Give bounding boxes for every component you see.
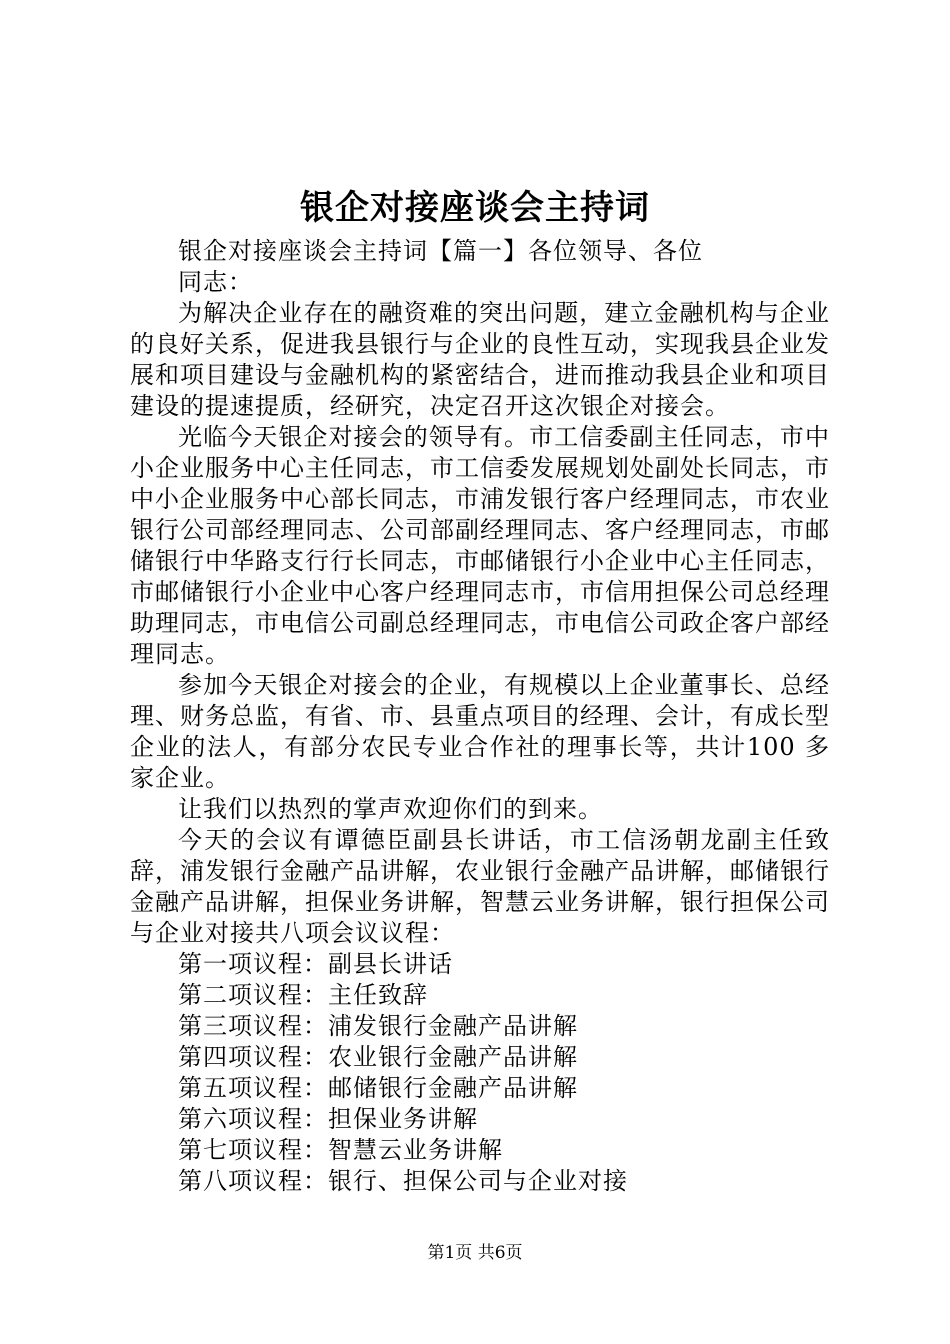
heading-line: 银企对接座谈会主持词【篇一】各位领导、各位	[178, 237, 703, 265]
paragraph: 光临今天银企对接会的领导有。市工信委副主任同志，市中小企业服务中心主任同志，市工信委发展规划处副处长同志，市中小企业服务中心部长同志，市浦发银行客户经理同志，市农业银行公司部经理同志、公司部副经理同志、客户经理同志，市邮储银行中华路支行行长同志，市邮储银行小企业中心主任同志，市邮储银行小企业中心客户经理同志市，市信用担保公司总经理助理同志，市电信公司副总经理同志，市电信公司政企客户部经理同志。	[130, 423, 830, 668]
agenda-item: 第一项议程：副县长讲话	[178, 950, 453, 978]
agenda-item: 第七项议程：智慧云业务讲解	[178, 1136, 503, 1164]
agenda-item: 第五项议程：邮储银行金融产品讲解	[178, 1074, 578, 1102]
paragraph: 让我们以热烈的掌声欢迎你们的到来。	[178, 795, 603, 823]
agenda-item: 第八项议程：银行、担保公司与企业对接	[178, 1167, 628, 1195]
agenda-item: 第三项议程：浦发银行金融产品讲解	[178, 1012, 578, 1040]
greeting-line: 同志：	[178, 268, 253, 296]
agenda-item: 第四项议程：农业银行金融产品讲解	[178, 1043, 578, 1071]
paragraph: 为解决企业存在的融资难的突出问题，建立金融机构与企业的良好关系，促进我县银行与企业的良性互动，实现我县企业发展和项目建设与金融机构的紧密结合，进而推动我县企业和项目建设的提速提质，经研究，决定召开这次银企对接会。	[130, 299, 830, 420]
page-title: 银企对接座谈会主持词	[300, 188, 650, 228]
page-footer	[0, 1242, 950, 1264]
agenda-item: 第二项议程：主任致辞	[178, 981, 428, 1009]
document-body	[130, 236, 830, 1197]
page-indicator: 第1页 共6页	[427, 1243, 523, 1263]
agenda-item: 第六项议程：担保业务讲解	[178, 1105, 478, 1133]
paragraph: 参加今天银企对接会的企业，有规模以上企业董事长、总经理、财务总监，有省、市、县重点项目的经理、会计，有成长型企业的法人，有部分农民专业合作社的理事长等，共计100 多家企业。	[130, 671, 830, 792]
paragraph: 今天的会议有谭德臣副县长讲话，市工信汤朝龙副主任致辞，浦发银行金融产品讲解，农业银行金融产品讲解，邮储银行金融产品讲解，担保业务讲解，智慧云业务讲解，银行担保公司与企业对接共八项会议议程：	[130, 826, 830, 947]
